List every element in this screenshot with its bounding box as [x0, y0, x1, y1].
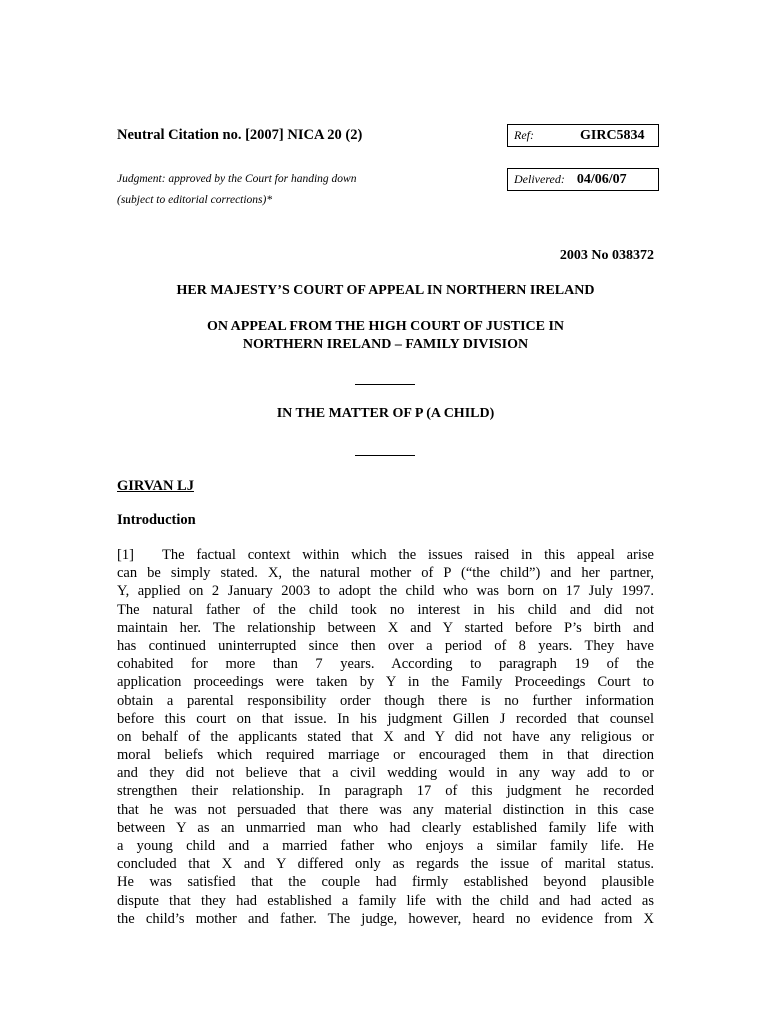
matter-title: IN THE MATTER OF P (A CHILD)	[276, 406, 495, 421]
appeal-from-line-1: ON APPEAL FROM THE HIGH COURT OF JUSTICE IN	[206, 319, 565, 334]
paragraph-line: The natural father of the child took no interest in his child and did not	[117, 601, 654, 618]
approved-note: Judgment: approved by the Court for handing down	[117, 173, 357, 185]
paragraph-line: dispute that they had established a family life with the child and had acted as	[117, 892, 654, 909]
court-title: HER MAJESTY’S COURT OF APPEAL IN NORTHERN IRELAND	[176, 283, 595, 298]
divider	[355, 384, 415, 385]
delivered-value: 04/06/07	[576, 171, 627, 187]
paragraph-line: can be simply stated. X, the natural mother of P (“the child”) and her partner,	[117, 565, 654, 582]
section-heading: Introduction	[117, 512, 196, 528]
paragraph-line: Y, applied on 2 January 2003 to adopt the child who was born on 17 July 1997.	[117, 583, 654, 600]
delivered-label: Delivered:	[514, 172, 565, 186]
paragraph-line: moral beliefs which required marriage or encouraged them in that direction	[117, 747, 654, 764]
editorial-note: (subject to editorial corrections)*	[117, 194, 273, 206]
neutral-citation: Neutral Citation no. [2007] NICA 20 (2)	[117, 127, 363, 143]
paragraph-line: cohabited for more than 7 years. According to paragraph 19 of the	[117, 656, 654, 673]
case-number: 2003 No 038372	[559, 248, 654, 263]
paragraph-line: and they did not believe that a civil wedding would in any way add to or	[117, 765, 654, 782]
paragraph-line: concluded that X and Y differed only as regards the issue of marital status.	[117, 856, 654, 873]
ref-box	[507, 124, 659, 147]
judge-name: GIRVAN LJ	[117, 478, 194, 494]
paragraph-1	[117, 546, 654, 928]
ref-value: GIRC5834	[580, 127, 645, 143]
paragraph-line: application proceedings were taken by Y in the Family Proceedings Court to	[117, 674, 654, 691]
paragraph-line: a young child and a married father who enjoys a similar family life. He	[117, 838, 654, 854]
paragraph-line: has continued uninterrupted since then over a period of 8 years. They have	[117, 637, 654, 654]
paragraph-line: on behalf of the applicants stated that X and Y did not have any religious or	[117, 728, 654, 745]
paragraph-line: between Y as an unmarried man who had clearly established family life with	[117, 819, 654, 836]
paragraph-line: maintain her. The relationship between X and Y started before P’s birth and	[117, 619, 654, 636]
appeal-from-line-2: NORTHERN IRELAND – FAMILY DIVISION	[242, 337, 529, 352]
paragraph-line: before this court on that issue. In his judgment Gillen J recorded that counsel	[117, 710, 654, 727]
paragraph-line: the child’s mother and father. The judge, however, heard no evidence from X	[117, 910, 654, 927]
paragraph-line: [1] The factual context within which the issues raised in this appeal arise	[117, 547, 654, 563]
ref-label: Ref:	[514, 128, 534, 142]
paragraph-line: strengthen their relationship. In paragraph 17 of this judgment he recorded	[117, 783, 654, 800]
paragraph-line: He was satisfied that the couple had firmly established beyond plausible	[117, 874, 654, 891]
divider	[355, 455, 415, 456]
paragraph-number: [1]	[117, 547, 134, 563]
paragraph-line: that he was not persuaded that there was any material distinction in this case	[117, 801, 654, 818]
delivered-box	[507, 168, 659, 191]
paragraph-line: obtain a parental responsibility order though there is no further information	[117, 692, 654, 709]
